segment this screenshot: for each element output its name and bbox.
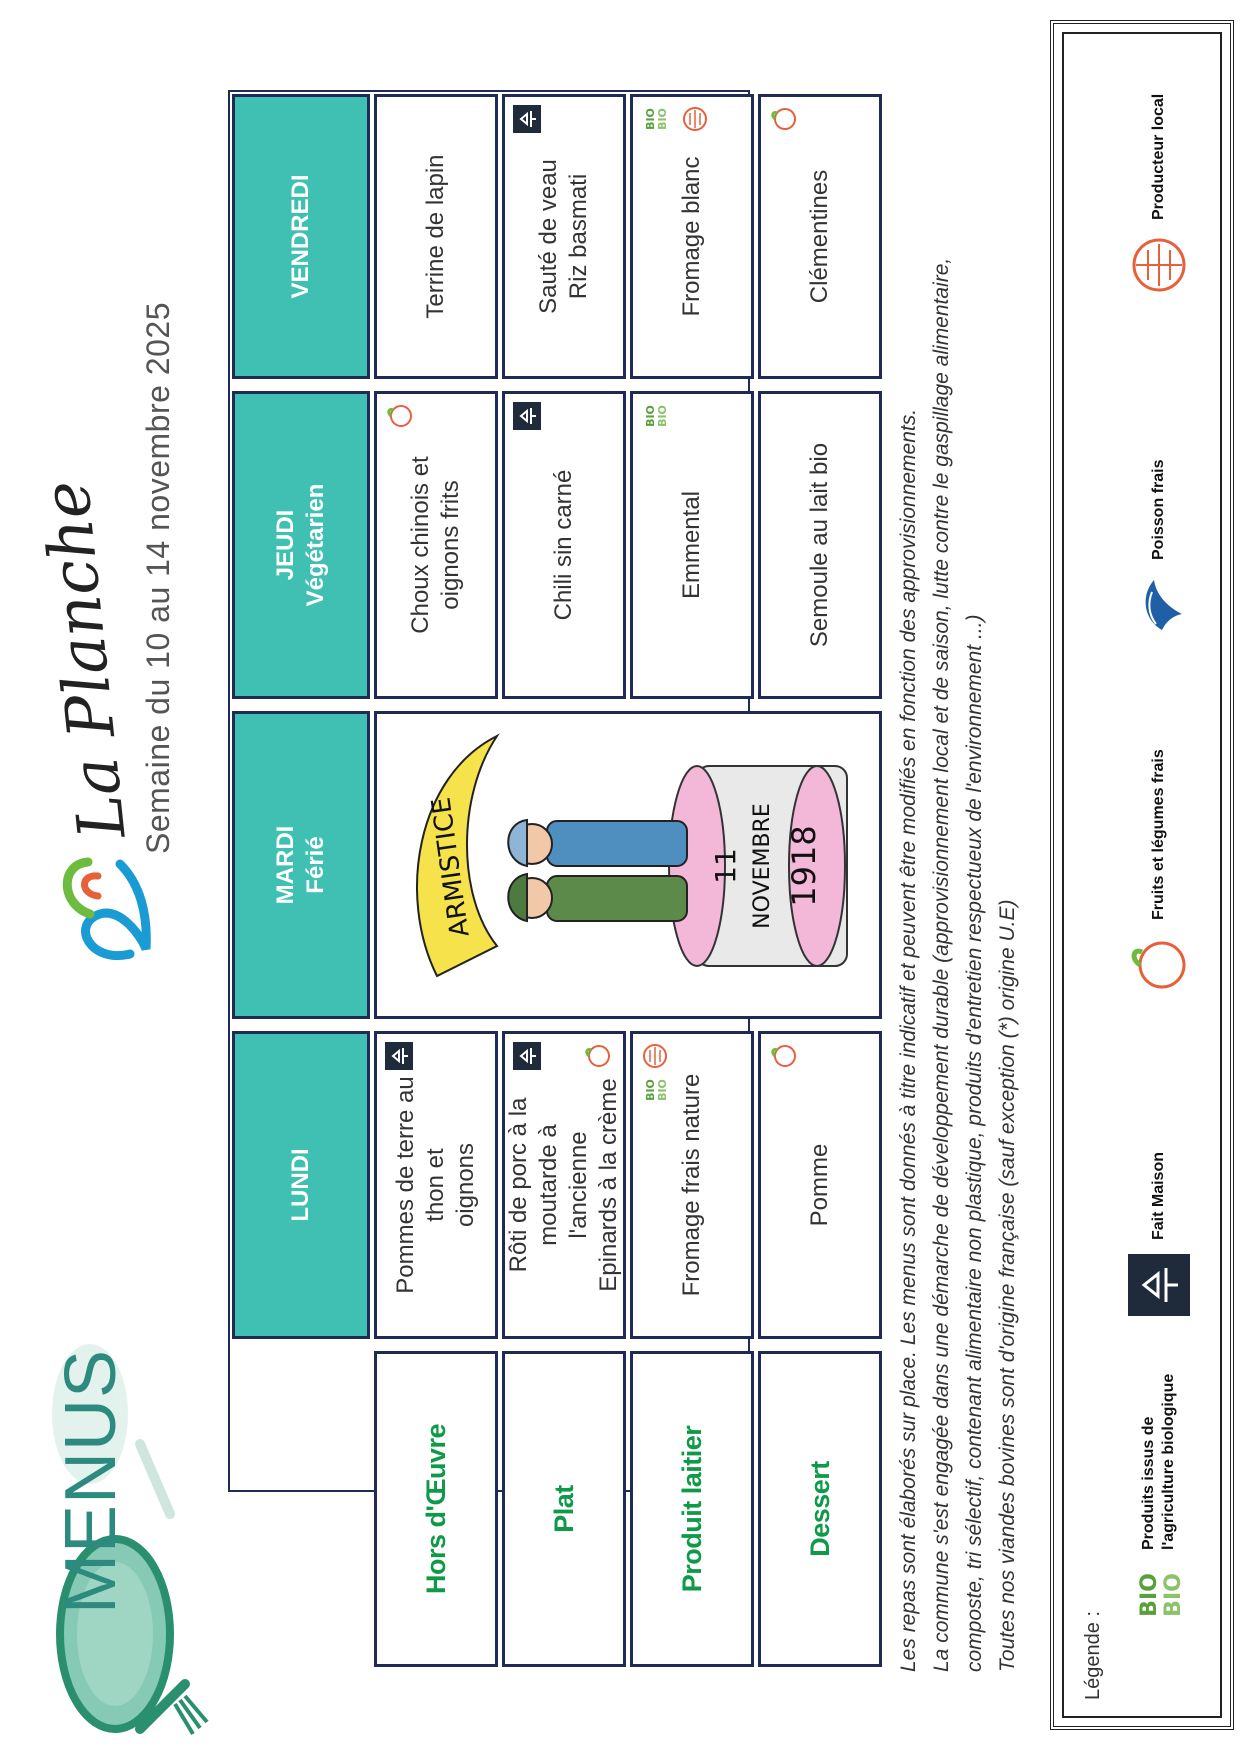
note-line: La commune s'est engagée dans une démarche de développement durable (approvisionnement local et de saison, lutte contre le gaspillage alimentaire, — [930, 257, 953, 1672]
fruits-legumes-icon — [769, 1042, 797, 1070]
svg-text:BIO: BIO — [644, 405, 657, 427]
illustration-month: NOVEMBRE — [750, 803, 775, 929]
legend-label: Fruits et légumes frais — [1150, 749, 1167, 920]
legend-label: Fait Maison — [1150, 1151, 1167, 1240]
armistice-illustration-cell — [374, 711, 882, 1019]
dish-vendredi-hors-doeuvre: Terrine de lapin — [374, 94, 498, 379]
fait-maison-icon — [513, 402, 541, 430]
producteur-local-icon — [1128, 234, 1190, 296]
day-header-jeudi — [232, 391, 370, 699]
legend — [1050, 20, 1234, 1730]
week-label: Semaine du 10 au 14 novembre 2025 — [140, 302, 176, 854]
day-header-mardi — [232, 711, 370, 1019]
svg-text:BIO: BIO — [644, 1079, 657, 1101]
armistice-illustration — [377, 714, 879, 1016]
day-name: LUNDI — [287, 1148, 314, 1222]
note-line: composte, tri sélectif, contenant alimentaire non plastique, produits d'entretien respectueux de l'environnement ...) — [963, 614, 986, 1672]
legend-item-fait-maison — [1128, 1152, 1190, 1316]
dish-vendredi-produit-laitier: Fromage blanc BIO BIO — [630, 94, 754, 379]
svg-text:BIO: BIO — [656, 405, 669, 427]
producteur-local-icon — [641, 1042, 669, 1070]
producteur-local-icon — [681, 105, 709, 133]
notes — [892, 32, 1024, 1672]
soldiers — [508, 820, 687, 921]
illustration-year: 1918 — [785, 825, 823, 907]
row-label-produit-laitier: Produit laitier — [630, 1351, 754, 1667]
dish-lundi-dessert: Pomme — [758, 1031, 882, 1339]
legend-title: Légende : — [1082, 1611, 1104, 1700]
legend-item-fruits-legumes — [1128, 749, 1190, 996]
dish-jeudi-dessert: Semoule au lait bio — [758, 391, 882, 699]
dish-lundi-plat: Rôti de porc à la moutarde à l'ancienne Epinards à la crème — [502, 1031, 626, 1339]
legend-item-producteur-local — [1128, 94, 1190, 296]
dish-lundi-produit-laitier: Fromage frais nature BIO BIO — [630, 1031, 754, 1339]
svg-text:BIO: BIO — [656, 1079, 669, 1101]
svg-text:BIO: BIO — [1137, 1573, 1162, 1617]
svg-text:BIO: BIO — [656, 108, 669, 130]
svg-text:BIO: BIO — [1161, 1573, 1186, 1617]
fruits-legumes-icon — [1128, 934, 1190, 996]
day-header-lundi — [232, 1031, 370, 1339]
page-title: MENUS — [51, 1348, 131, 1614]
row-label-plat: Plat — [502, 1351, 626, 1667]
poisson-icon — [1128, 574, 1190, 636]
fait-maison-icon — [1128, 1254, 1190, 1316]
day-name: JEUDI — [272, 509, 299, 581]
bio-icon — [641, 105, 669, 133]
svg-text:BIO: BIO — [644, 108, 657, 130]
legend-label: Poisson frais — [1150, 459, 1167, 560]
bio-icon — [641, 402, 669, 430]
la-planche-logo — [50, 844, 160, 974]
day-note: Férié — [302, 836, 329, 894]
brand-name: La Planche — [29, 477, 141, 842]
dish-lundi-hors-doeuvre: Pommes de terre au thon et oignons — [374, 1031, 498, 1339]
note-line: Les repas sont élaborés sur place. Les menus sont donnés à titre indicatif et peuvent être modifiés en fonction des approvisionnements. — [897, 408, 920, 1672]
day-name: MARDI — [272, 825, 299, 905]
legend-label: Produits issus de l'agriculture biologique — [1140, 1373, 1177, 1550]
illustration-banner: ARMISTICE — [426, 795, 476, 939]
dish-vendredi-plat: Sauté de veau Riz basmati — [502, 94, 626, 379]
legend-item-bio — [1128, 1350, 1190, 1626]
fait-maison-icon — [513, 1042, 541, 1070]
fruits-legumes-icon — [385, 402, 413, 430]
row-label-dessert-cell: Dessert — [758, 1351, 882, 1667]
fruits-legumes-icon — [769, 105, 797, 133]
dish-jeudi-produit-laitier: Emmental BIO BIO — [630, 391, 754, 699]
day-name: VENDREDI — [287, 174, 314, 299]
row-label-hors-doeuvre: Hors d'Œuvre — [374, 1351, 498, 1667]
fait-maison-icon — [513, 105, 541, 133]
day-note: Végétarien — [302, 483, 329, 607]
dish-vendredi-dessert: Clémentines — [758, 94, 882, 379]
fruits-legumes-icon — [583, 1042, 611, 1070]
illustration-date: 11 — [709, 848, 742, 884]
legend-label: Producteur local — [1150, 93, 1167, 220]
dish-jeudi-plat: Chili sin carné — [502, 391, 626, 699]
bio-icon — [1128, 1564, 1190, 1626]
legend-item-poisson — [1128, 460, 1190, 636]
note-line: Toutes nos viandes bovines sont d'origine française (sauf exception (*) origine U.E) — [996, 899, 1019, 1672]
dish-jeudi-hors-doeuvre: Choux chinois et oignons frits — [374, 391, 498, 699]
day-header-vendredi — [232, 94, 370, 379]
fait-maison-icon — [385, 1042, 413, 1070]
bio-icon — [641, 1076, 669, 1104]
